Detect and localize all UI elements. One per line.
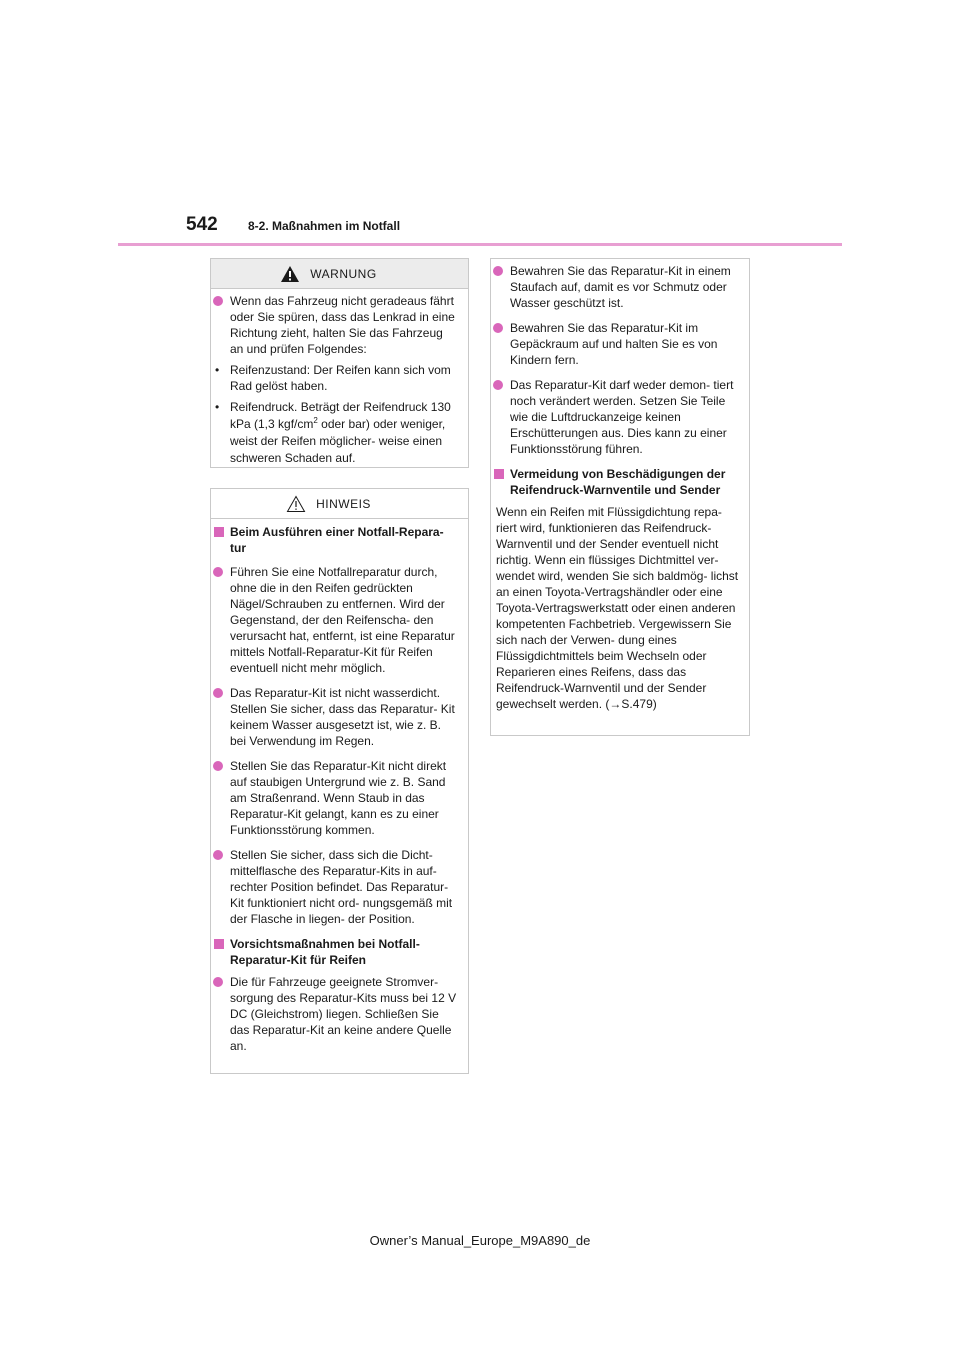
notice-bullet [220,974,459,1054]
notice-bullet-text: Das Reparatur-Kit ist nicht wasserdicht. Stellen Sie sicher, dass das Reparatur- Kit keinem Wasser ausgesetzt ist, wie z. B. bei Verwendung im Regen. [230,686,455,748]
right-bullet [500,377,740,457]
notice-subheading-precautions [220,936,459,968]
section-title: 8-2. Maßnahmen im Notfall [248,219,401,233]
right-bullet [500,320,740,368]
notice-bullet-text: Stellen Sie sicher, dass sich die Dicht- mittelflasche des Reparatur-Kits in auf- rechter Position befindet. Das Reparatur-Kit funktioniert nicht ord- nungsgemäß mit der Flasche in liegen- der Position. [230,848,453,926]
notice-bullet-text: Führen Sie eine Notfallreparatur durch, ohne die in den Reifen gedrückten Nägel/Schrauben zu entfernen. Wird der Gegenstand, der den Reifenscha- den verursacht hat, entfernt, ist eine Reparatur mittels Notfall-Reparatur-Kit für Reifen eventuell nicht mehr möglich. [230,565,455,675]
warning-item-text-a: Reifendruck. Beträgt der Reifendruck 130 kPa (1,3 kgf/cm [230,400,451,431]
square-bullet [494,469,504,479]
arrow-icon: → [609,697,622,711]
notice-bullet [220,685,459,749]
right-bullet-text: Das Reparatur-Kit darf weder demon- tiert noch verändert werden. Setzen Sie Teile wie die Luftdruckanzeige keinen Erschütterungen aus. Dies kann zu einer Funktionsstörung führen. [510,378,734,456]
right-subheading [500,466,740,498]
footer-text: Owner’s Manual_Europe_M9A890_de [369,1233,591,1248]
warning-title: WARNUNG [310,266,377,281]
notice-title: HINWEIS [316,496,371,511]
notice-bullet [220,564,459,676]
notice-bullet [220,758,459,838]
warning-bullet-text: Wenn das Fahrzeug nicht geradeaus fährt oder Sie spüren, dass das Lenkrad in eine Richtung zieht, halten Sie das Fahrzeug an und prüfen Folgendes: [230,294,455,356]
header-rule [118,243,842,246]
notice-subheading-text: Beim Ausführen einer Notfall-Repara- tur [230,525,444,555]
page-number: 542 [186,214,218,235]
notice-header [211,489,468,519]
warning-item-tire-condition [215,362,459,394]
notice-bullet-text: Die für Fahrzeuge geeignete Stromver- sorgung des Reparatur-Kits muss bei 12 V DC (Gleichstrom) liegen. Schließen Sie das Reparatur-Kit an keine andere Quelle an. [230,975,457,1053]
list-dot: • [215,363,220,377]
notice-bullet [220,847,459,927]
page-reference: S.479) [621,697,657,711]
list-dot: • [215,400,220,414]
caution-icon [286,495,306,513]
square-bullet [214,527,224,537]
right-paragraph [496,504,740,712]
square-bullet [214,939,224,949]
continued-notice-box [490,258,750,736]
notice-subheading-repair [220,524,459,556]
warning-header [211,259,468,289]
notice-bullet-text: Stellen Sie das Reparatur-Kit nicht direkt auf staubigen Untergrund wie z. B. Sand am Straßenrand. Wenn Staub in das Reparatur-Kit gelangt, kann es zu einer Funktionsstörung kommen. [230,759,447,837]
superscript: 2 [313,416,318,425]
right-bullet-text: Bewahren Sie das Reparatur-Kit im Gepäckraum auf und halten Sie es von Kindern fern. [510,321,718,367]
right-subheading-text: Vermeidung von Beschädigungen der Reifendruck-Warnventile und Sender [510,467,726,497]
warning-item-tire-pressure [215,399,459,467]
warning-item-text: Reifenzustand: Der Reifen kann sich vom Rad gelöst haben. [230,363,451,393]
warning-box [210,258,469,468]
notice-subheading-text: Vorsichtsmaßnahmen bei Notfall- Reparatur-Kit für Reifen [230,937,420,967]
notice-box [210,488,469,1074]
warning-bullet [220,293,459,357]
warning-item-text-b: oder bar) oder weniger, weist der Reifen möglicher- weise einen schweren Schaden auf. [230,417,446,465]
right-paragraph-text: Wenn ein Reifen mit Flüssigdichtung repa- riert wird, funktionieren das Reifendruck- Warnventil und der Sender eventuell nicht richtig. Wenn ein flüssiges Dichtmittel ver- wendet wird, wenden Sie sich baldmög- lichst an einen Toyota-Vertragshändler oder eine Toyota-Vertragswerkstatt oder einen anderen kompetenten Fachbetrieb. Vergewissern Sie sich nach der Verwen- dung eines Flüssigdichtmittels beim Wechseln oder Reparieren eines Reifens, dass das Reifendruck-Warnventil und der Sender gewechselt werden. ( [496,505,739,711]
right-bullet [500,263,740,311]
warning-icon [280,265,300,283]
right-bullet-text: Bewahren Sie das Reparatur-Kit in einem Staufach auf, damit es vor Schmutz oder Wasser geschützt ist. [510,264,731,310]
